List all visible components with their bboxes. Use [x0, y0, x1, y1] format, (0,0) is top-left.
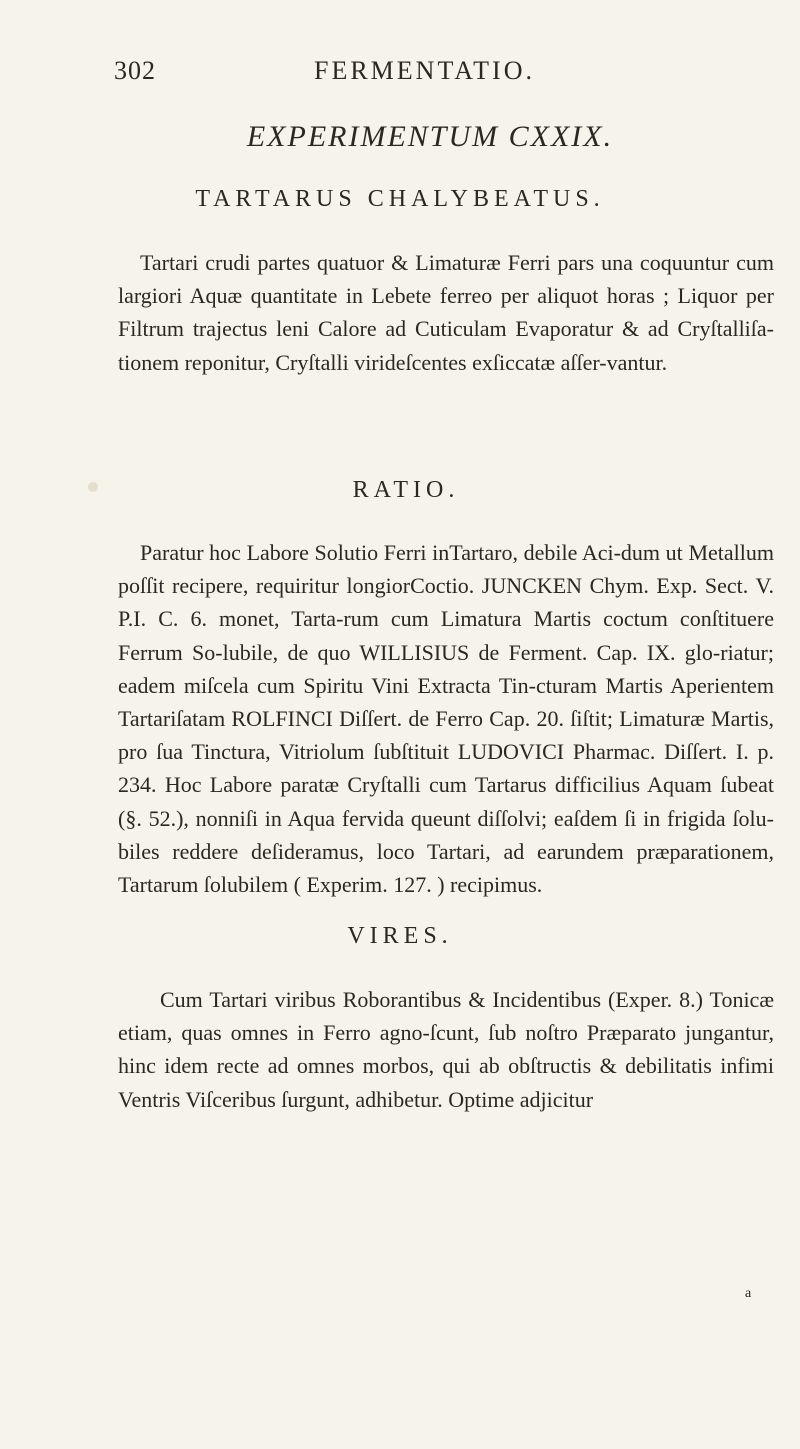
page-number: 302: [114, 56, 156, 85]
running-title: FERMENTATIO.: [314, 56, 535, 85]
section-heading-ratio: RATIO.: [352, 477, 460, 503]
section-heading-tartarus: TARTARUS CHALYBEATUS.: [195, 186, 605, 212]
paper-stain: [88, 482, 98, 492]
experiment-title: EXPERIMENTUM CXXIX.: [246, 120, 614, 153]
section-heading-vires: VIRES.: [347, 923, 453, 949]
paragraph-procedure: Tartari crudi partes quatuor & Limaturæ Ferri pars una coquuntur cum largiori Aquæ quantitate in Lebete ferreo per aliquot horas ; Liquor per Filtrum trajectus leni Calore ad Cuticulam Evaporatur & ad Cryſtalliſa-tionem reponitur, Cryſtalli virideſcentes exſiccatæ aſſer-vantur.: [118, 250, 774, 375]
paragraph-vires: Cum Tartari viribus Roborantibus & Incidentibus (Exper. 8.) Tonicæ etiam, quas omnes in Ferro agno-ſcunt, ſub noſtro Præparato jungantur, hinc idem recte ad omnes morbos, qui ab obſtructis & debilitatis infimi Ventris Viſceribus ſurgunt, adhibetur. Optime adjicitur: [118, 987, 774, 1112]
paragraph-ratio: Paratur hoc Labore Solutio Ferri inTartaro, debile Aci-dum ut Metallum poſſit recipere, requiritur longiorCoctio. JUNCKEN Chym. Exp. Sect. V. P.I. C. 6. monet, Tarta-rum cum Limatura Martis coctum conſtituere Ferrum So-lubile, de quo WILLISIUS de Ferment. Cap. IX. glo-riatur; eadem miſcela cum Spiritu Vini Extracta Tin-cturam Martis Aperientem Tartariſatam ROLFINCI Diſſert. de Ferro Cap. 20. ſiſtit; Limaturæ Martis, pro ſua Tinctura, Vitriolum ſubſtituit LUDOVICI Pharmac. Diſſert. I. p. 234. Hoc Labore paratæ Cryſtalli cum Tartarus difficilius Aquam ſubeat (§. 52.), nonniſi in Aqua fervida queunt diſſolvi; eaſdem ſi in frigida ſolu-biles reddere deſideramus, loco Tartari, ad earundem præparationem, Tartarum ſolubilem ( Experim. 127. ) recipimus.: [118, 540, 774, 898]
signature-mark: a: [745, 1286, 752, 1301]
running-header: [108, 56, 748, 96]
